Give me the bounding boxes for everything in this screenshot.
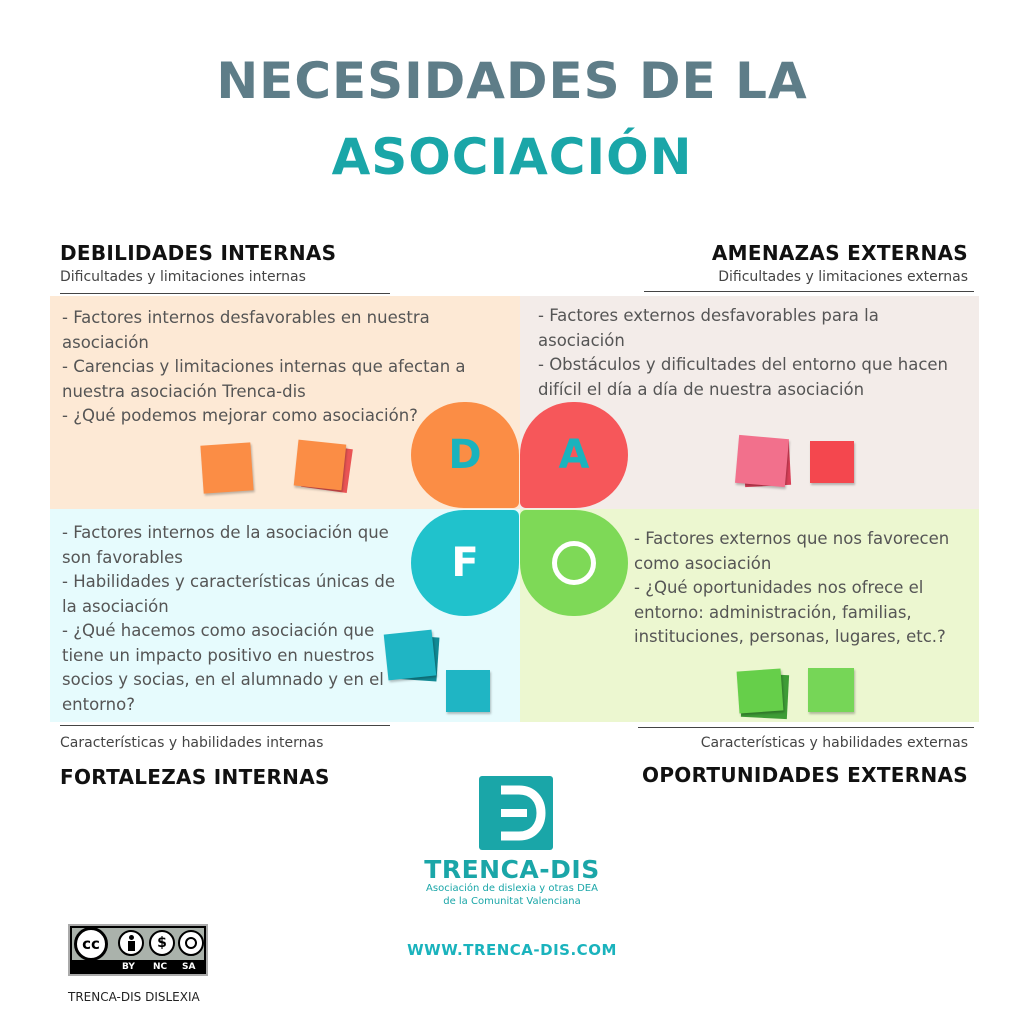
website-link[interactable]: WWW.TRENCA-DIS.COM: [407, 941, 617, 959]
debilidades-subtitle: Dificultades y limitaciones internas: [60, 269, 306, 285]
title-line-1: NECESIDADES DE LA: [216, 52, 808, 110]
amenazas-rule: [644, 291, 974, 292]
oportunidades-rule: [638, 727, 974, 728]
amenazas-heading: AMENAZAS EXTERNAS: [711, 241, 968, 265]
debilidades-item: - Carencias y limitaciones internas que afectan a nuestra asociación Trenca-dis: [62, 357, 466, 401]
amenazas-item: - Obstáculos y dificultades del entorno que hacen difícil el día a día de nuestra asociación: [538, 355, 949, 399]
nc-icon: $: [149, 930, 175, 956]
fortalezas-item: - Factores internos de la asociación que son favorables: [62, 523, 389, 567]
brand-tagline-2: de la Comunitat Valenciana: [443, 896, 581, 907]
sticky-note-orange-1: [200, 442, 253, 493]
brand-tagline-1: Asociación de dislexia y otras DEA: [426, 883, 598, 894]
dafo-d-petal: [411, 402, 519, 508]
fortalezas-item: - Habilidades y características únicas de la asociación: [62, 572, 395, 616]
dafo-a-petal: [520, 402, 628, 508]
sa-icon: [178, 930, 204, 956]
cc-icon: cc: [74, 927, 108, 961]
oportunidades-item: - ¿Qué oportunidades nos ofrece el entorno: administración, familias, instituciones, personas, lugares, etc.?: [634, 578, 946, 646]
trenca-dis-logo-icon: [479, 776, 553, 850]
fortalezas-rule: [60, 725, 390, 726]
oportunidades-subtitle: Características y habilidades externas: [700, 735, 968, 751]
brand-name: TRENCA-DIS: [424, 855, 600, 884]
sticky-note-green-1: [737, 669, 784, 714]
fortalezas-heading: FORTALEZAS INTERNAS: [60, 765, 330, 789]
oportunidades-item: - Factores externos que nos favorecen como asociación: [634, 529, 950, 573]
sticky-note-pink: [735, 435, 789, 487]
license-owner: TRENCA-DIS DISLEXIA: [68, 990, 200, 1004]
debilidades-item: - Factores internos desfavorables en nuestra asociación: [62, 308, 430, 352]
cc-by-label: BY: [122, 962, 135, 972]
dafo-f-petal: [411, 510, 519, 616]
cc-license-badge: [68, 924, 208, 976]
debilidades-heading: DEBILIDADES INTERNAS: [60, 241, 337, 265]
fortalezas-item: - ¿Qué hacemos como asociación que tiene un impacto positivo en nuestros socios y socias, en el alumnado y en el entorno?: [62, 621, 384, 714]
sticky-note-orange-2: [294, 440, 347, 491]
dafo-f-letter: F: [451, 540, 479, 586]
amenazas-item: - Factores externos desfavorables para la asociación: [538, 306, 879, 350]
amenazas-subtitle: Dificultades y limitaciones externas: [718, 269, 968, 285]
dafo-o-letter-ring: [552, 541, 596, 585]
cc-sa-label: SA: [182, 962, 196, 972]
cc-nc-label: NC: [153, 962, 168, 972]
title-line-2: ASOCIACIÓN: [331, 128, 693, 186]
oportunidades-heading: OPORTUNIDADES EXTERNAS: [642, 763, 968, 787]
dafo-a-letter: A: [558, 432, 590, 478]
debilidades-item: - ¿Qué podemos mejorar como asociación?: [62, 406, 418, 425]
by-icon: [118, 930, 144, 956]
dafo-o-petal: [520, 510, 628, 616]
sticky-note-cyan-2: [446, 670, 490, 712]
sticky-note-red: [810, 441, 854, 483]
sticky-note-green-2: [808, 668, 854, 712]
debilidades-rule: [60, 293, 390, 294]
sticky-note-cyan-1: [384, 630, 437, 681]
fortalezas-subtitle: Características y habilidades internas: [60, 735, 324, 751]
dafo-d-letter: D: [448, 432, 482, 478]
